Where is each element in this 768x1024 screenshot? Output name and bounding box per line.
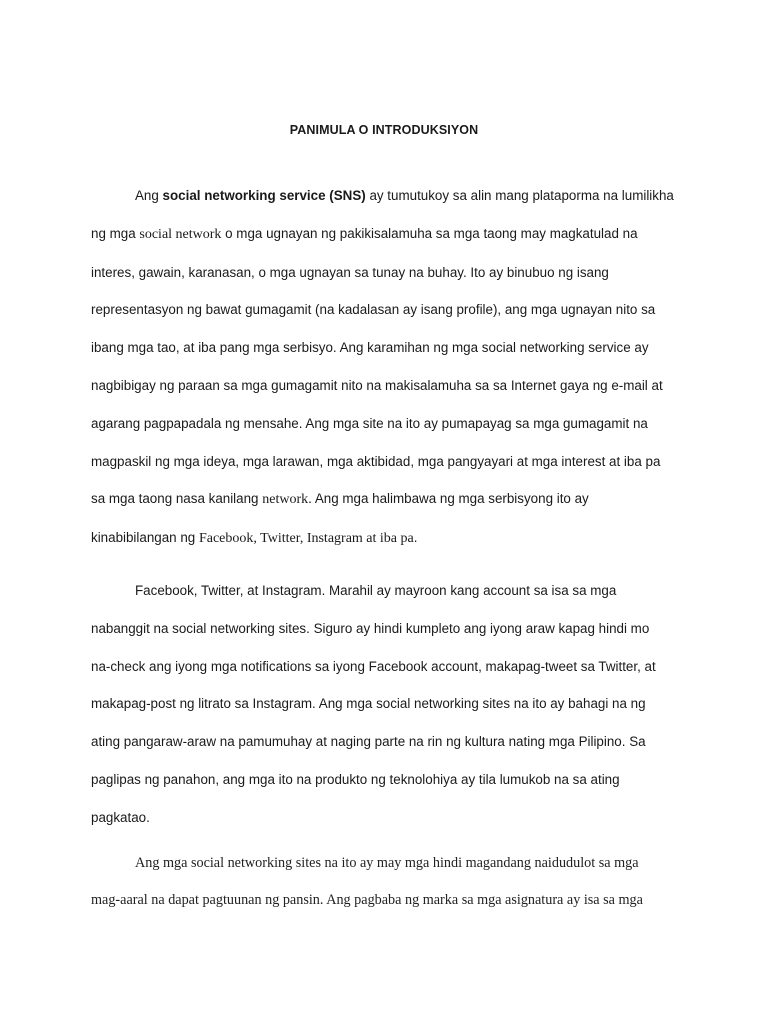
- p1-line-2b: o mga ugnayan ng pakikisalamuha sa mga taong may magkatulad na: [221, 225, 638, 241]
- paragraph-2: [91, 572, 683, 837]
- p1-line-2: [91, 215, 683, 254]
- p1-line-6: nagbibigay ng paraan sa mga gumagamit nito na makisalamuha sa sa Internet gaya ng e-mail at: [91, 377, 663, 393]
- p1-line-10-serif: Facebook, Twitter, Instagram at iba pa: [198, 531, 414, 547]
- p1-line-10b: .: [413, 530, 418, 546]
- p2-line-1: [91, 572, 683, 610]
- p1-line-4: representasyon ng bawat gumagamit (na kadalasan ay isang profile), ang mga ugnayan nito sa: [91, 302, 656, 318]
- p1-line-7: agarang pagpapadala ng mensahe. Ang mga site na ito ay pumapayag sa mga gumagamit na: [91, 415, 648, 431]
- p1-line-2a: ng mga: [91, 225, 140, 241]
- p2-line-7: pagkatao.: [91, 809, 150, 825]
- p3-line-1: [91, 845, 685, 882]
- p1-line-3: interes, gawain, karanasan, o mga ugnayan sa tunay na buhay. Ito ay binubuo ng isang: [91, 264, 609, 280]
- p2-line-3: na-check ang iyong mga notifications sa iyong Facebook account, makapag-tweet sa Twitter, at: [91, 658, 656, 674]
- p2-line-6: paglipas ng panahon, ang mga ito na produkto ng teknolohiya ay tila lumukob na sa ating: [91, 771, 620, 787]
- p1-line-5: ibang mga tao, at iba pang mga serbisyo. Ang karamihan ng mga social networking service ay: [91, 340, 649, 356]
- p1-line-8: magpaskil ng mga ideya, mga larawan, mga aktibidad, mga pangyayari at mga interest at iba pa: [91, 453, 661, 469]
- p2-line-5: ating pangaraw-araw na pamumuhay at naging parte na rin ng kultura nating mga Pilipino. Sa: [91, 734, 646, 750]
- p1-line-1-rest: ay tumutukoy sa alin mang plataporma na lumilikha: [365, 188, 674, 203]
- paragraph-3: [91, 845, 685, 919]
- p1-line-9-serif: network: [262, 492, 309, 508]
- p2-line-4: makapag-post ng litrato sa Instagram. Ang mga social networking sites na ito ay bahagi na ng: [91, 696, 646, 712]
- p1-line-9: [91, 480, 683, 519]
- p1-line-1: [91, 177, 683, 215]
- p2-line-1-text: Facebook, Twitter, at Instagram. Marahil ay mayroon kang account sa isa sa mga: [135, 583, 617, 598]
- p1-line-9b: . Ang mga halimbawa ng mga serbisyong ito ay: [308, 491, 589, 507]
- p1-line-2-serif: social network: [139, 226, 222, 242]
- document-title: PANIMULA O INTRODUKSIYON: [289, 123, 479, 137]
- p3-line-2: mag-aaral na dapat pagtuunan ng pansin. Ang pagbaba ng marka sa mga asignatura ay isa sa mga: [91, 892, 643, 908]
- p1-lead: Ang: [135, 188, 163, 203]
- p2-line-2: nabanggit na social networking sites. Siguro ay hindi kumpleto ang iyong araw kapag hindi mo: [91, 620, 650, 636]
- paragraph-1: [91, 177, 683, 558]
- p1-line-10a: kinabibilangan ng: [91, 530, 199, 546]
- sns-term: social networking service (SNS): [162, 188, 366, 203]
- p1-line-10: [91, 519, 683, 558]
- p1-line-9a: sa mga taong nasa kanilang: [91, 491, 263, 507]
- p3-line-1-text: Ang mga social networking sites na ito ay may mga hindi magandang naidudulot sa mga: [135, 855, 639, 871]
